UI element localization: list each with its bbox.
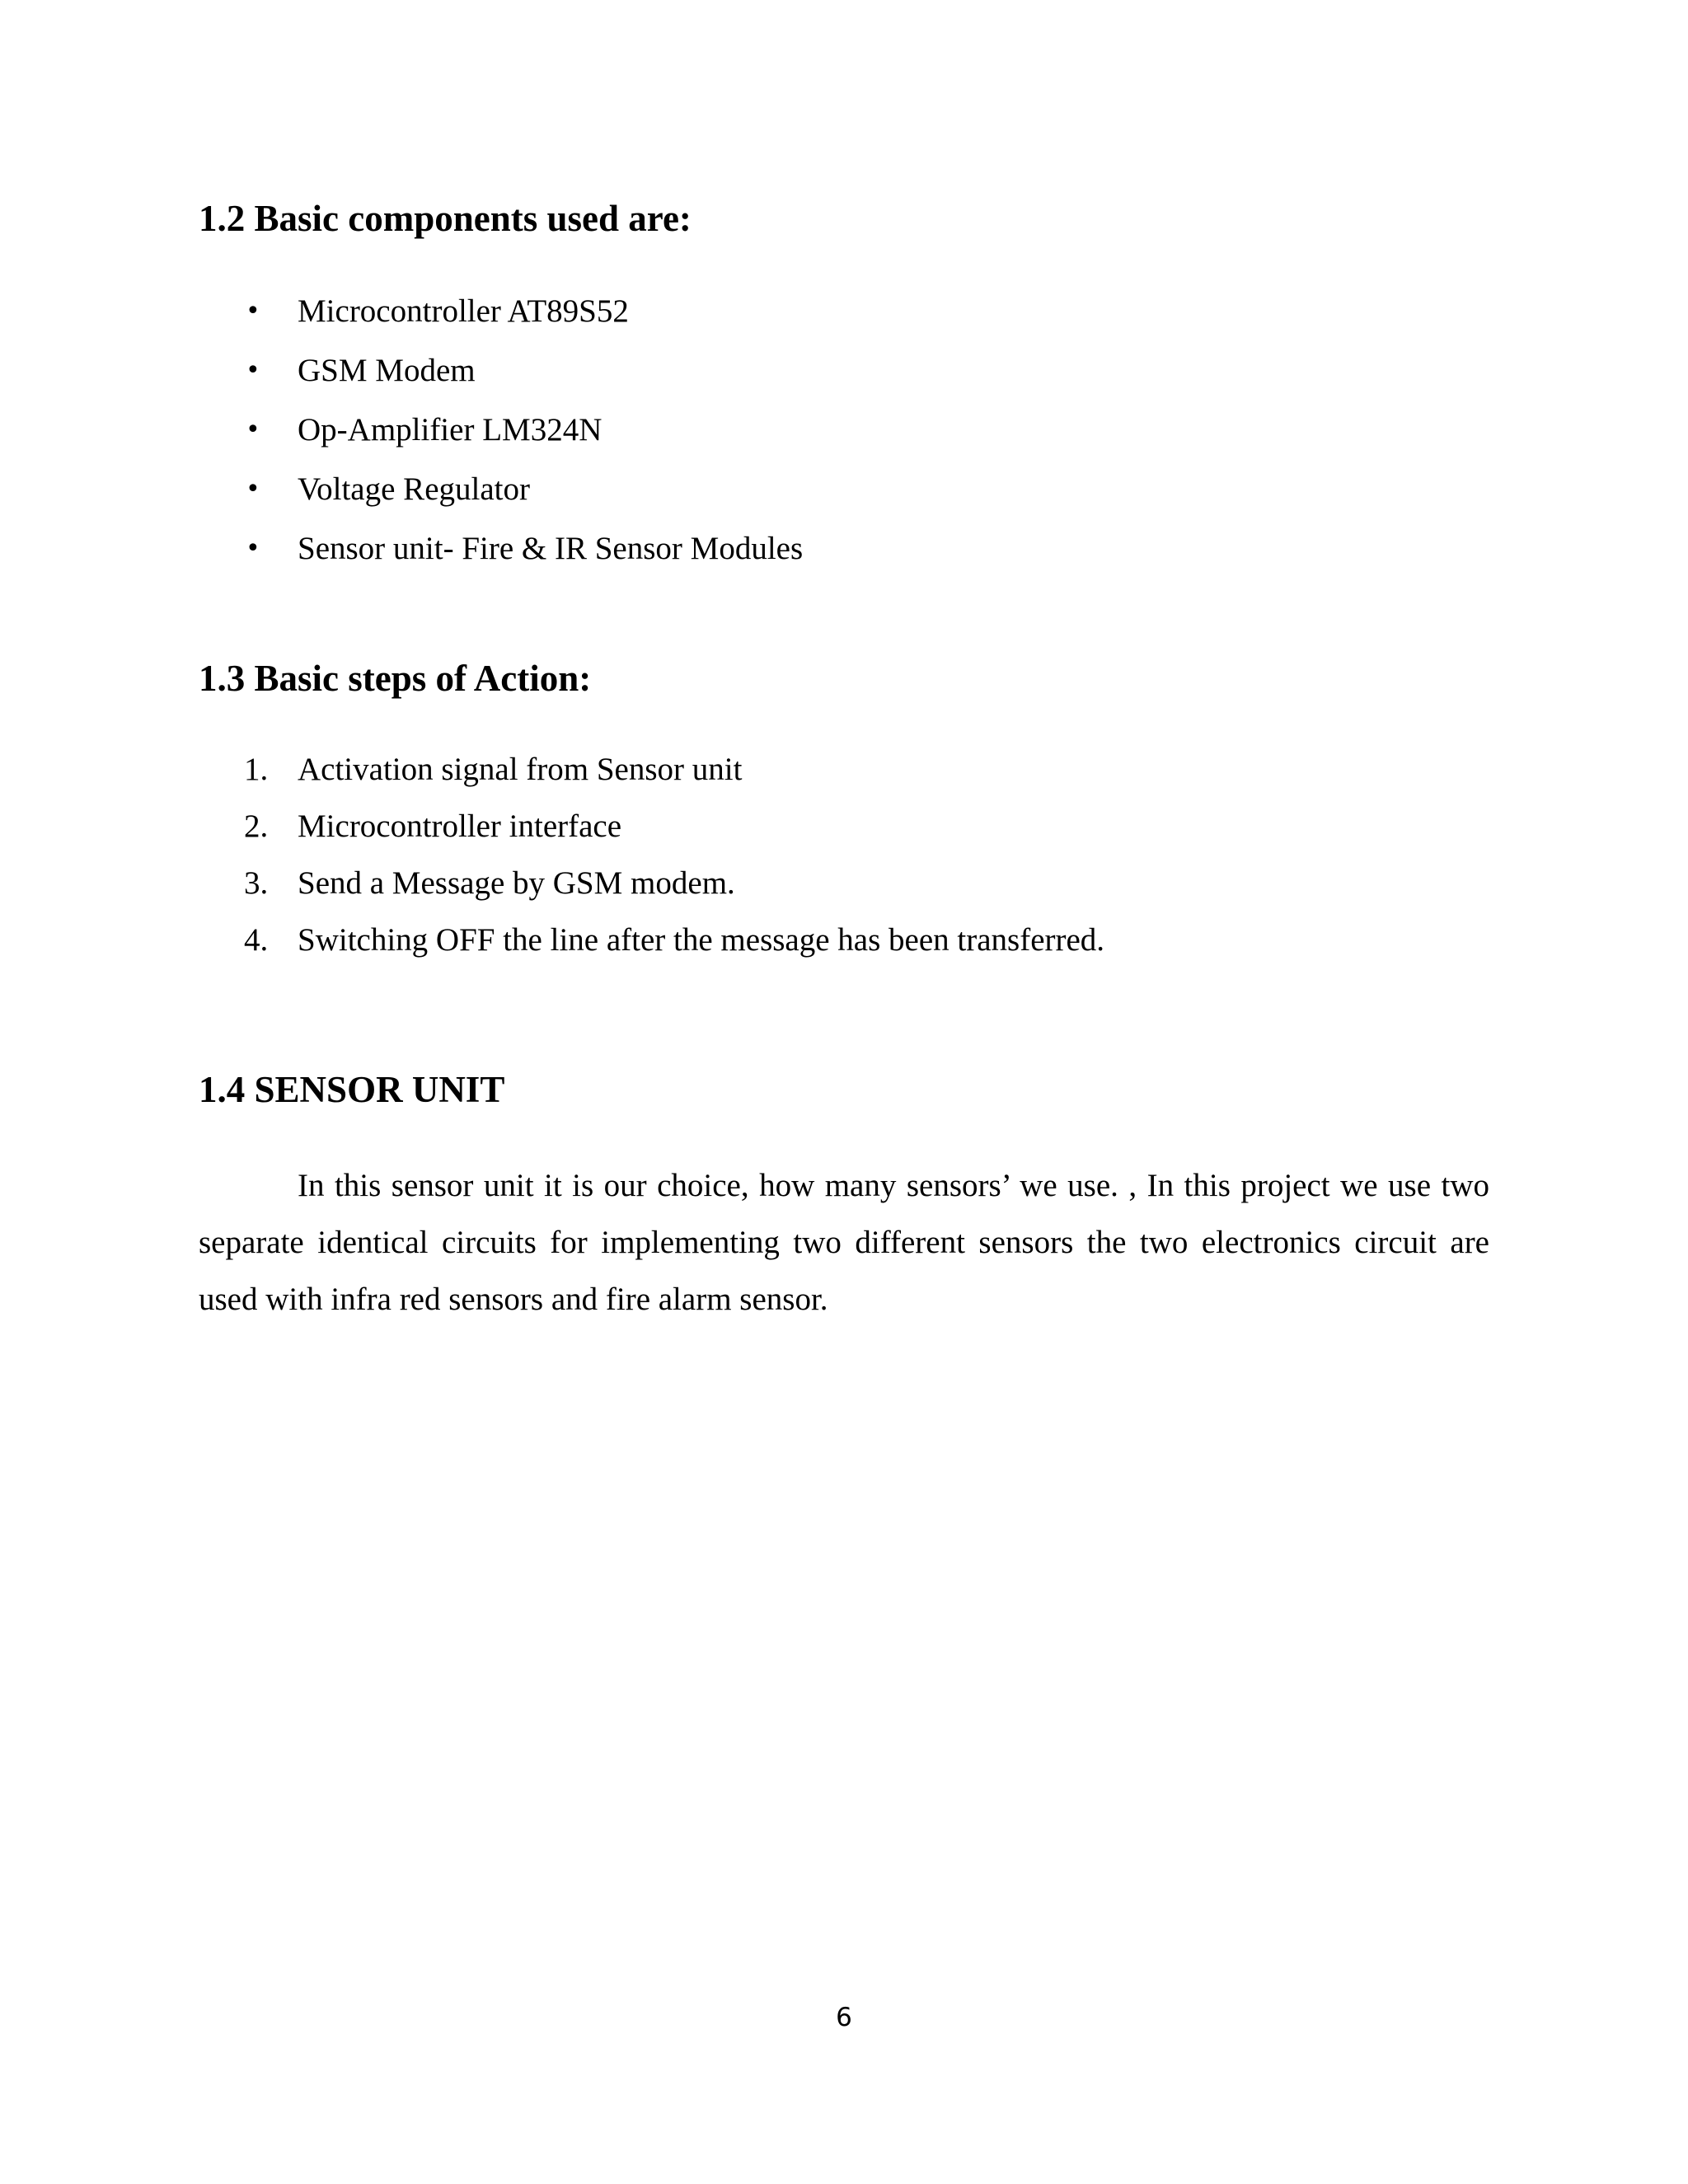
sensor-unit-paragraph: In this sensor unit it is our choice, how many sensors’ we use. , In this project we use two separate identical circuits for implementing two different sensors the two electronics circuit are used with infra red sensors and fire alarm sensor.	[199, 1168, 1489, 1317]
bullet-marker: •	[246, 297, 260, 326]
number-marker: 4.	[244, 922, 269, 958]
section-heading-sensor-unit: 1.4 SENSOR UNIT	[199, 1069, 505, 1110]
bullet-marker: •	[246, 356, 260, 385]
number-marker: 3.	[244, 865, 269, 901]
page-number: 6	[836, 2003, 852, 2032]
section-heading-components: 1.2 Basic components used are:	[199, 198, 692, 239]
list-item-text: Microcontroller AT89S52	[298, 293, 629, 329]
list-item-text: Microcontroller interface	[298, 808, 622, 844]
list-item-text: Send a Message by GSM modem.	[298, 865, 735, 901]
bullet-marker: •	[246, 475, 260, 504]
list-item-text: Op-Amplifier LM324N	[298, 412, 603, 448]
list-item-text: Voltage Regulator	[298, 471, 530, 507]
section-heading-steps: 1.3 Basic steps of Action:	[199, 658, 592, 699]
bullet-marker: •	[246, 534, 260, 563]
list-item-text: Switching OFF the line after the message has been transferred.	[298, 922, 1105, 958]
list-item-text: Activation signal from Sensor unit	[298, 752, 743, 787]
number-marker: 1.	[244, 752, 269, 787]
list-item-text: Sensor unit- Fire & IR Sensor Modules	[298, 531, 804, 566]
bullet-marker: •	[246, 415, 260, 444]
number-marker: 2.	[244, 808, 269, 844]
list-item-text: GSM Modem	[298, 353, 476, 388]
